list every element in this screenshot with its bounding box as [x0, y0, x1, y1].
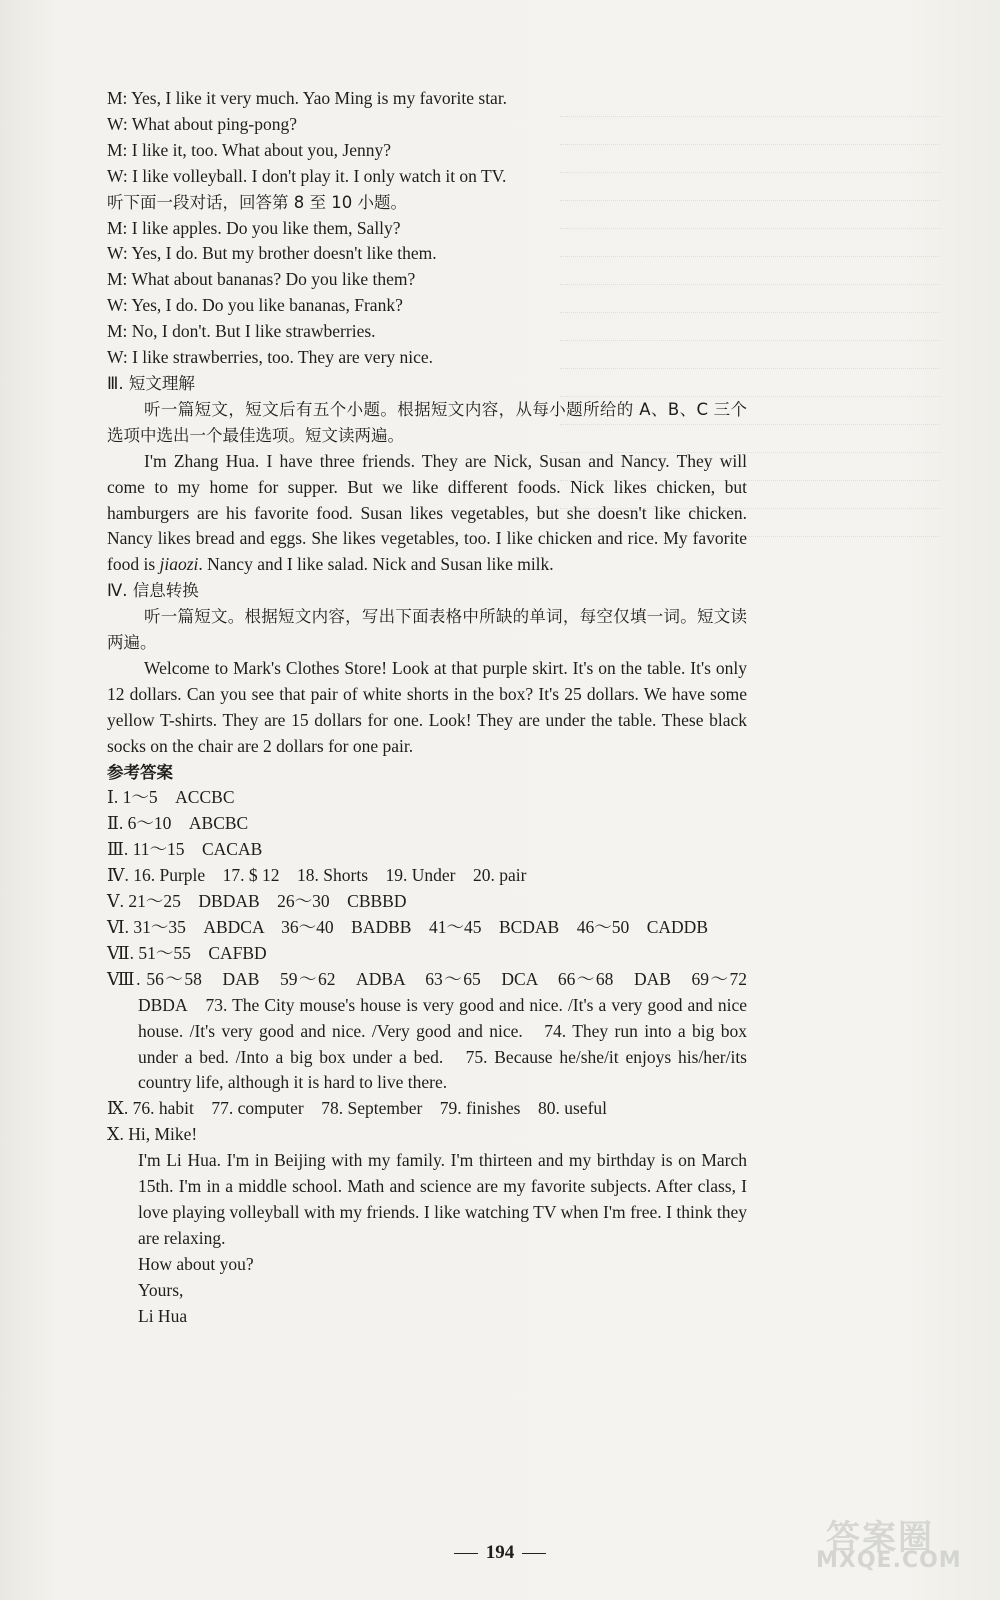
watermark-url: MXQE.COM — [816, 1548, 962, 1573]
answer-x-body: I'm Li Hua. I'm in Beijing with my family. I'm thirteen and my birthday is on March 15th. I'm in a middle school. Math and science are my favorite subjects. After class, I love playing volleyball with my friends. I like watching TV when I'm free. I think they are relaxing. — [138, 1150, 747, 1248]
answer-line: Ⅲ. 11～15 CACAB — [107, 839, 263, 860]
watermark-logo-text: 答案圈 — [826, 1518, 934, 1558]
answer-line: Ⅶ. 51～55 CAFBD — [107, 942, 267, 963]
dialogue-line: W: What about ping-pong? — [107, 113, 298, 134]
answer-line: Ⅵ. 31～35 ABDCA 36～40 BADBB 41～45 BCDAB 46～50 CADDB — [107, 917, 708, 937]
dialogue-line: W: I like strawberries, too. They are very nice. — [107, 347, 434, 368]
instruction-8-10: 听下面一段对话，回答第 8 至 10 小题。 — [107, 192, 407, 212]
dialogue-line: W: Yes, I do. But my brother doesn't like them. — [107, 243, 437, 264]
answer-line: Ⅰ. 1～5 ACCBC — [107, 787, 235, 808]
section-3-heading: Ⅲ. 短文理解 — [107, 373, 195, 393]
passage-text: I'm Zhang Hua. I have three friends. They are Nick, Susan and Nancy. They will come to my home for supper. But we like different foods. Nick likes chicken, but hamburgers are his favorite food. Susan likes vegetables, but she doesn't like chicken. Nancy likes bread and eggs. She likes vegetables, too. I like chicken and rice. My favorite food is — [107, 450, 747, 575]
dialogue-line: M: I like it, too. What about you, Jenny? — [107, 139, 392, 160]
section-3-instruction: 听一篇短文，短文后有五个小题。根据短文内容，从每小题所给的 A、B、C 三个选项中选出一个最佳选项。短文读两遍。 — [107, 399, 747, 445]
dialogue-line: W: Yes, I do. Do you like bananas, Frank? — [107, 295, 403, 316]
page-content — [107, 86, 765, 1330]
section-4-instruction: 听一篇短文。根据短文内容，写出下面表格中所缺的单词，每空仅填一词。短文读两遍。 — [107, 607, 747, 653]
letter-closing: How about you? — [138, 1253, 254, 1274]
passage-italic-word: jiaozi — [159, 554, 199, 575]
dialogue-line: M: No, I don't. But I like strawberries. — [107, 321, 376, 342]
answer-viii: Ⅷ. 56～58 DAB 59～62 ADBA 63～65 DCA 66～68 DAB 69～72 DBDA 73. The City mouse's house is very good and nice. /It's a very good and nice house. /It's very good and nice. /Very good and nice. 74. They run into a big box under a bed. /Into a big box under a bed. 75. Because he/she/it enjoys his/her/its country life, although it is hard to live there. — [107, 968, 765, 1093]
answer-line: Ⅳ. 16. Purple 17. $ 12 18. Shorts 19. Under 20. pair — [107, 865, 527, 886]
watermark-logo — [812, 1516, 982, 1578]
letter-signature: Li Hua — [138, 1305, 188, 1326]
section-3-passage — [107, 449, 747, 579]
dialogue-2 — [107, 216, 747, 371]
dash-right — [522, 1553, 546, 1554]
dialogue-line: M: Yes, I like it very much. Yao Ming is my favorite star. — [107, 88, 508, 108]
answer-line: Ⅴ. 21～25 DBDAB 26～30 CBBBD — [107, 891, 407, 912]
passage-text-end: . Nancy and I like salad. Nick and Susan like milk. — [198, 554, 554, 575]
dialogue-line: M: I like apples. Do you like them, Sally? — [107, 217, 401, 238]
answers-heading: 参考答案 — [107, 762, 173, 782]
answer-x-label: Ⅹ. Hi, Mike! — [107, 1124, 198, 1145]
dialogue-line: W: I like volleyball. I don't play it. I only watch it on TV. — [107, 165, 507, 186]
letter-closing: Yours, — [138, 1279, 184, 1300]
section-4-heading: Ⅳ. 信息转换 — [107, 581, 199, 601]
dash-left — [454, 1553, 478, 1554]
dialogue-1 — [107, 86, 747, 190]
answer-line: Ⅱ. 6～10 ABCBC — [107, 813, 249, 834]
page-number-text: 194 — [485, 1542, 515, 1563]
dialogue-line: M: What about bananas? Do you like them? — [107, 269, 416, 290]
answer-ix: Ⅸ. 76. habit 77. computer 78. September 79. finishes 80. useful — [107, 1098, 608, 1119]
answer-key — [107, 785, 765, 1329]
section-4-passage: Welcome to Mark's Clothes Store! Look at that purple skirt. It's on the table. It's only 12 dollars. Can you see that pair of white shorts in the box? It's 25 dollars. We have some yellow T-shirts. They are 15 dollars for one. Look! They are under the table. These black socks on the chair are 2 dollars for one pair. — [107, 657, 747, 756]
